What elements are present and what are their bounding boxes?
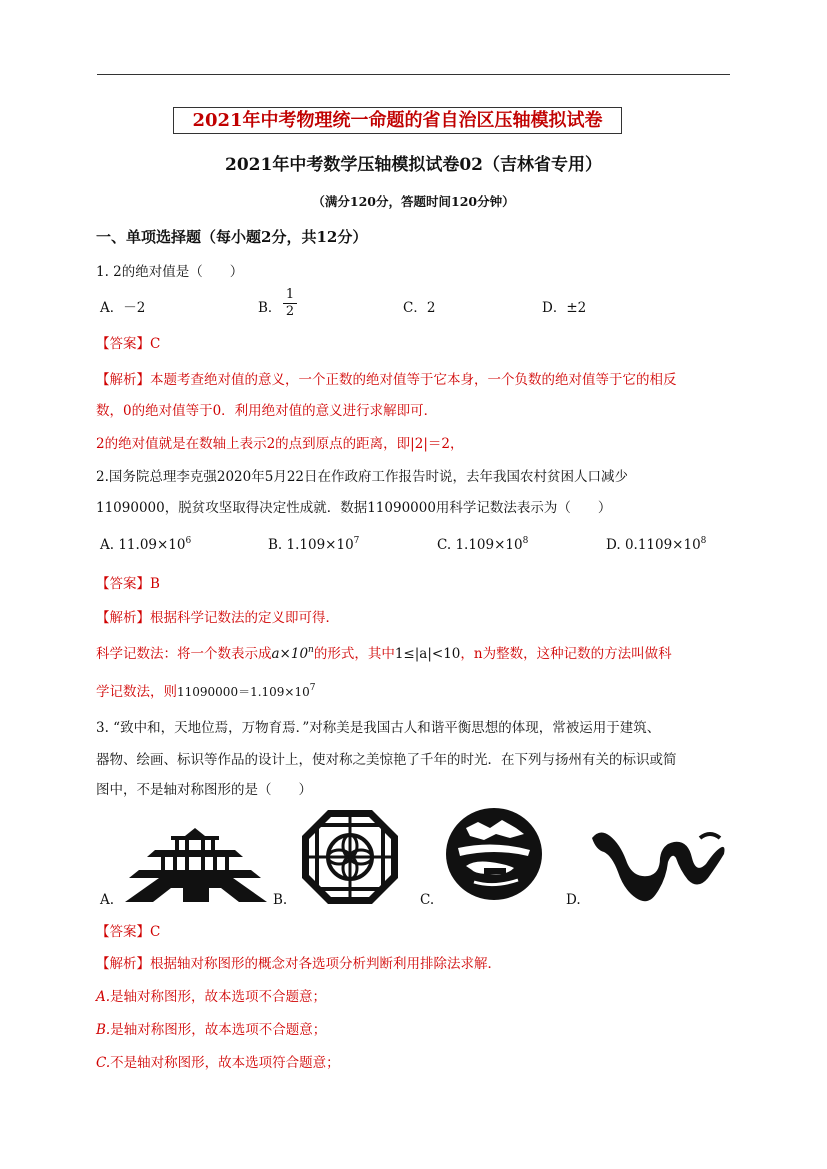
q2-analysis-line3 <box>96 680 316 700</box>
option-value: 1.109×10 <box>286 537 354 553</box>
text-fragment: 是轴对称图形，故本选项不合题意； <box>110 1022 327 1038</box>
formula-condition: 1≤|a|<10 <box>394 646 461 662</box>
text-fragment: 学记数法，则 <box>96 684 177 700</box>
q3-figure-a-pavilion <box>125 826 267 904</box>
formula-expression: 11090000＝1.109×10 <box>177 685 310 699</box>
text-fragment: 不是轴对称图形，故本选项符合题意； <box>110 1055 340 1071</box>
q1-analysis-line1: 【解析】本题考查绝对值的意义，一个正数的绝对值等于它本身，一个负数的绝对值等于它的相反 <box>96 372 677 388</box>
option-exponent: 6 <box>185 536 192 546</box>
text-fragment: 的形式，其中 <box>313 646 395 662</box>
q2-option-b <box>268 536 359 553</box>
q1-option-d: D．±2 <box>542 300 587 316</box>
page-subtitle: （满分120分，答题时间120分钟） <box>312 194 515 209</box>
option-exponent: 7 <box>353 536 360 546</box>
q3-figure-b-lattice <box>300 808 400 906</box>
q3-option-d: D. <box>566 892 581 908</box>
q3-option-b: B. <box>273 892 288 908</box>
q3-figure-d-brush-shape <box>590 824 726 906</box>
q3-stem-line3: 图中，不是轴对称图形的是（ ） <box>96 782 312 798</box>
q1-analysis-line3: 2的绝对值就是在数轴上表示2的点到原点的距离，即|2|＝2， <box>96 436 464 452</box>
q2-option-a <box>100 536 191 553</box>
option-label: C. <box>437 537 452 553</box>
q1-option-c: C．2 <box>403 300 436 316</box>
option-label: A. <box>100 537 115 553</box>
text-fragment: ，n为整数，这种记数的方法叫做科 <box>460 646 672 662</box>
section-heading: 一、单项选择题（每小题2分，共12分） <box>96 228 368 246</box>
option-value: 0.1109×10 <box>624 537 701 553</box>
option-letter: A. <box>96 989 111 1005</box>
exam-banner: 2021年中考物理统一命题的省自治区压轴模拟试卷 <box>173 107 622 134</box>
q1-analysis-line2: 数，0的绝对值等于0．利用绝对值的意义进行求解即可． <box>96 403 438 419</box>
fraction-denominator: 2 <box>285 304 295 319</box>
formula-expression: a×10 <box>271 646 309 662</box>
q2-analysis-line1: 【解析】根据科学记数法的定义即可得． <box>96 610 339 626</box>
q1-option-b-fraction <box>283 288 297 319</box>
page-title: 2021年中考数学压轴模拟试卷02（吉林省专用） <box>225 155 602 175</box>
q2-stem-line2: 11090000，脱贫攻坚取得决定性成就．数据11090000用科学记数法表示为（ ） <box>96 500 612 516</box>
q1-stem: 1. 2的绝对值是（ ） <box>96 264 244 280</box>
q1-option-b-label: B． <box>258 300 282 316</box>
q1-answer: 【答案】C <box>96 336 161 352</box>
q3-option-a: A. <box>100 892 115 908</box>
option-letter: B. <box>96 1022 111 1038</box>
q3-analysis-c <box>96 1051 340 1071</box>
q3-answer: 【答案】C <box>96 924 161 940</box>
option-exponent: 8 <box>522 536 529 546</box>
option-exponent: 8 <box>700 536 707 546</box>
q3-stem-line2: 器物、绘画、标识等作品的设计上，使对称之美惊艳了千年的时光．在下列与扬州有关的标识或简 <box>96 752 677 768</box>
q2-answer: 【答案】B <box>96 576 160 592</box>
q3-analysis-b <box>96 1018 326 1038</box>
formula-exponent: n <box>308 645 314 655</box>
q2-stem-line1: 2.国务院总理李克强2020年5月22日在作政府工作报告时说，去年我国农村贫困人口减少 <box>96 469 629 485</box>
q3-stem-line1: 3. “致中和，天地位焉，万物育焉．”对称美是我国古人和谐平衡思想的体现，常被运用于建筑、 <box>96 720 661 736</box>
text-fragment: 科学记数法：将一个数表示成 <box>96 646 272 662</box>
q3-figure-c-seal <box>444 804 544 904</box>
fraction-numerator: 1 <box>285 287 295 302</box>
q2-analysis-line2 <box>96 642 672 662</box>
q1-option-a: A．－2 <box>100 300 146 316</box>
option-label: D. <box>606 537 621 553</box>
q3-analysis-a <box>96 985 326 1005</box>
option-value: 11.09×10 <box>118 537 186 553</box>
option-label: B. <box>268 537 283 553</box>
q3-option-c: C. <box>420 892 435 908</box>
option-value: 1.109×10 <box>455 537 523 553</box>
q2-option-c <box>437 536 528 553</box>
header-rule <box>97 74 730 75</box>
option-letter: C. <box>96 1055 111 1071</box>
text-fragment: 是轴对称图形，故本选项不合题意； <box>110 989 327 1005</box>
q3-analysis-line1: 【解析】根据轴对称图形的概念对各选项分析判断利用排除法求解． <box>96 956 501 972</box>
formula-exponent: 7 <box>309 683 316 693</box>
q2-option-d <box>606 536 706 553</box>
